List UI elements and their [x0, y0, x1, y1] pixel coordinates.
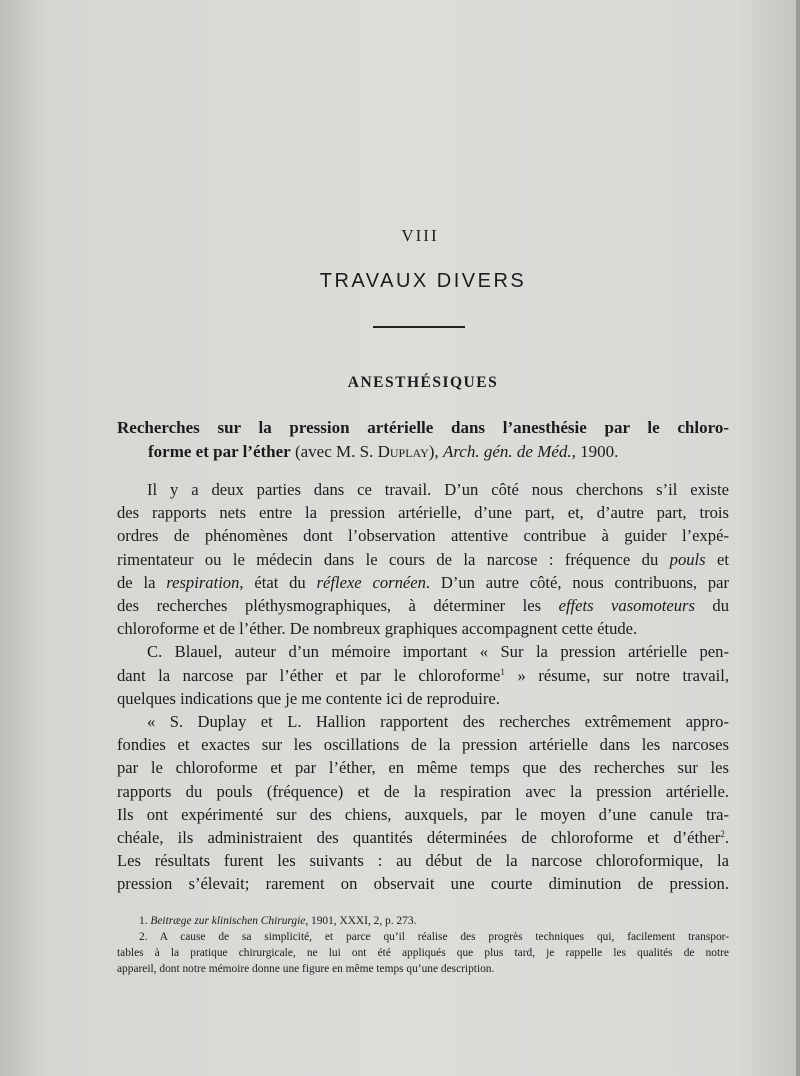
- paragraph-3-line: « S. Duplay et L. Hallion rapportent des recherches extrêmement appro-: [147, 712, 729, 732]
- chapter-title: TRAVAUX DIVERS: [319, 270, 527, 292]
- paragraph-3-line: pression s’élevait; rarement on observait une courte diminution de pression.: [117, 874, 729, 894]
- chapter-number: VIII: [401, 226, 439, 245]
- title-rule: [373, 326, 465, 328]
- footnote-ref-1: 1: [500, 666, 505, 677]
- section-heading: ANESTHÉSIQUES: [347, 374, 499, 391]
- coauthor: Duplay: [377, 442, 429, 461]
- footnote-2-line: 2. A cause de sa simplicité, et parce qu’il réalise des progrès techniques qui, facilement transpor-: [139, 931, 729, 943]
- entry-title-line-1: Recherches sur la pression artérielle dans l’anesthésie par le chloro-: [117, 418, 729, 437]
- footnotes: [117, 913, 729, 977]
- journal-name: Arch. gén. de Méd.: [442, 442, 572, 461]
- footnote-ref-2: 2: [720, 829, 725, 840]
- bibliography-entry: [117, 416, 729, 464]
- paragraph-1-line: rimentateur ou le médecin dans le cours de la narcose : fréquence du pouls et: [117, 549, 729, 569]
- paragraph-2-line: dant la narcose par l’éther et par le chloroforme$^1$ » résume, sur notre travail,: [117, 665, 729, 685]
- paragraph-3-line: Ils ont expérimenté sur des chiens, auxquels, par le moyen d’une canule tra-: [117, 804, 729, 824]
- footnote-2-line: appareil, dont notre mémoire donne une figure en même temps qu’une description.: [117, 963, 495, 975]
- paragraph-3-line: Les résultats furent les suivants : au début de la narcose chloroformique, la: [117, 851, 729, 871]
- footnote-2-line: tables à la pratique chirurgicale, ne lui ont été appliqués que plus tard, je rappelle les qualités de notre: [117, 947, 729, 959]
- paragraph-1-line: des recherches pléthysmographiques, à déterminer les effets vasomoteurs du: [117, 596, 730, 616]
- paragraph-2-line: C. Blauel, auteur d’un mémoire important « Sur la pression artérielle pen-: [147, 642, 729, 662]
- paragraph-2-line: quelques indications que je me contente ici de reproduire.: [117, 688, 500, 708]
- entry-year: , 1900.: [571, 442, 619, 461]
- paragraph-3-line: rapports du pouls (fréquence) et de la respiration avec la pression artérielle.: [117, 781, 729, 801]
- page-edge-shadow: [796, 0, 800, 1076]
- entry-title-end: forme et par l’éther: [148, 442, 291, 461]
- paragraph-3-line: fondies et exactes sur les oscillations de la pression artérielle dans les narcoses: [117, 735, 729, 755]
- entry-title-line-2: forme et par l’éther (avec M. S. Duplay), Arch. gén. de Méd., 1900.: [148, 442, 619, 461]
- body-text: [117, 478, 729, 896]
- footnote-1: 1. Beitræge zur klinischen Chirurgie, 1901, XXXI, 2, p. 273.: [139, 915, 417, 927]
- paragraph-1-line: ordres de phénomènes dont l’observation attentive contribue à guider l’expé-: [117, 526, 729, 546]
- paragraph-1-line: chloroforme et de l’éther. De nombreux graphiques accompagnent cette étude.: [117, 619, 638, 639]
- paragraph-3-line: chéale, ils administraient des quantités déterminées de chloroforme et d’éther$^2$.: [117, 828, 729, 848]
- paragraph-1-line: de la respiration, état du réflexe cornéen. D’un autre côté, nous contribuons, par: [117, 572, 730, 592]
- paragraph-1-line: Il y a deux parties dans ce travail. D’un côté nous cherchons s’il existe: [147, 480, 729, 499]
- paragraph-3-line: par le chloroforme et par l’éther, en même temps que des recherches sur les: [117, 758, 729, 778]
- paragraph-1-line: des rapports nets entre la pression artérielle, d’une part, et, d’autre part, trois: [117, 503, 729, 523]
